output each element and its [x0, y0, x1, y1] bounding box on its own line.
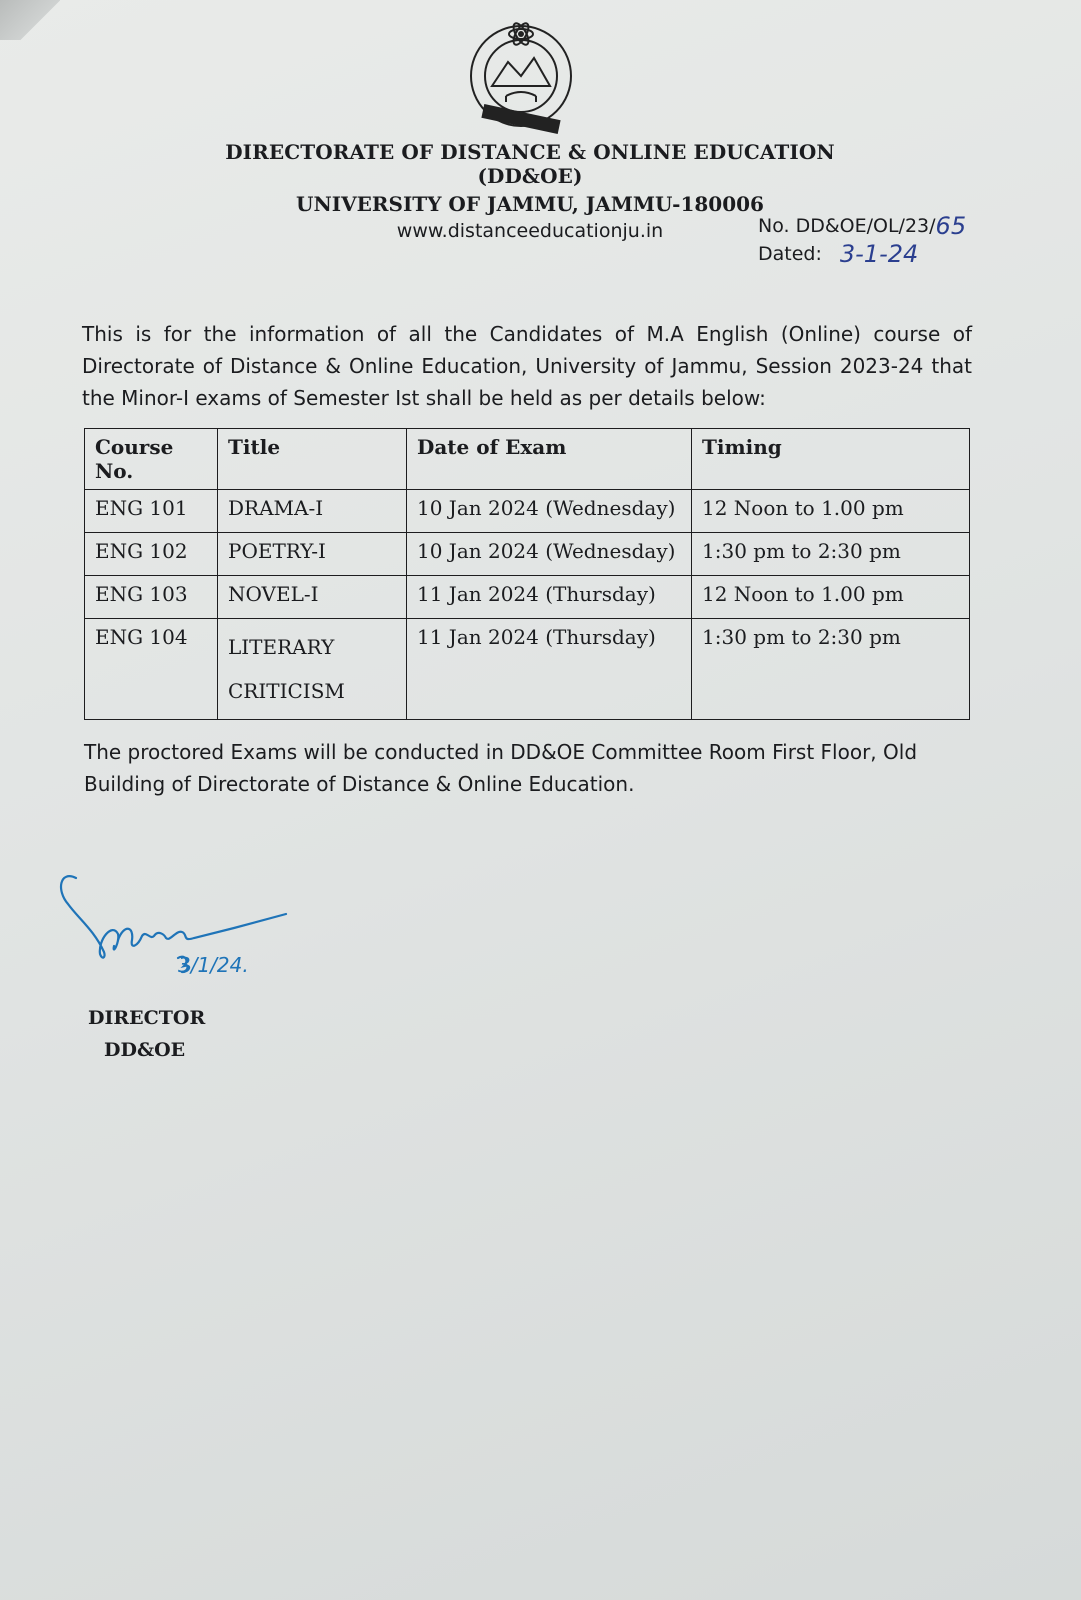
table-row [85, 490, 970, 533]
title-cell: POETRY-I [218, 533, 407, 576]
reference-number-handwritten: 65 [935, 212, 967, 240]
dated-label: Dated: [758, 243, 822, 265]
university-emblem-icon [462, 12, 580, 134]
dated-handwritten: 3-1-24 [839, 240, 919, 268]
intro-paragraph: This is for the information of all the Candidates of M.A English (Online) course of Directorate of Distance & Online Education, University of Jammu, Session 2023-24 that the Minor-I exams of Semester Ist shall be held as per details below: [82, 322, 972, 410]
course-no-cell: ENG 102 [85, 533, 218, 576]
website-link[interactable]: www.distanceeducationju.in [396, 220, 664, 242]
reference-block [758, 212, 966, 268]
header-title: Title [218, 429, 407, 490]
date-cell: 10 Jan 2024 (Wednesday) [407, 533, 692, 576]
title-cell: DRAMA-I [218, 490, 407, 533]
header-timing: Timing [692, 429, 970, 490]
signatory-title: DIRECTOR [88, 1007, 206, 1029]
venue-note: The proctored Exams will be conducted in DD&OE Committee Room First Floor, Old Building of Directorate of Distance & Online Education. [84, 740, 918, 796]
signatory-block [88, 1002, 205, 1066]
org-name: DIRECTORATE OF DISTANCE & ONLINE EDUCATION (DD&OE) [225, 140, 835, 188]
timing-cell: 12 Noon to 1.00 pm [692, 576, 970, 619]
signature-date: 3/1/24. [178, 953, 249, 977]
paper-fold-corner [0, 0, 60, 40]
reference-number-label: No. DD&OE/OL/23/ [758, 215, 936, 237]
table-row [85, 576, 970, 619]
timing-cell: 1:30 pm to 2:30 pm [692, 619, 970, 720]
course-no-cell: ENG 104 [85, 619, 218, 720]
header-date: Date of Exam [407, 429, 692, 490]
exam-schedule-table [84, 428, 970, 720]
date-cell: 10 Jan 2024 (Wednesday) [407, 490, 692, 533]
date-cell: 11 Jan 2024 (Thursday) [407, 576, 692, 619]
table-header-row [85, 429, 970, 490]
title-cell: NOVEL-I [218, 576, 407, 619]
signatory-department: DD&OE [104, 1039, 186, 1061]
director-signature [54, 860, 294, 990]
university-address: UNIVERSITY OF JAMMU, JAMMU-180006 [296, 192, 764, 216]
table-row [85, 619, 970, 720]
timing-cell: 12 Noon to 1.00 pm [692, 490, 970, 533]
header-course-no: Course No. [85, 429, 218, 490]
title-cell: LITERARY CRITICISM [218, 619, 407, 720]
timing-cell: 1:30 pm to 2:30 pm [692, 533, 970, 576]
course-no-cell: ENG 103 [85, 576, 218, 619]
course-no-cell: ENG 101 [85, 490, 218, 533]
date-cell: 11 Jan 2024 (Thursday) [407, 619, 692, 720]
table-row [85, 533, 970, 576]
